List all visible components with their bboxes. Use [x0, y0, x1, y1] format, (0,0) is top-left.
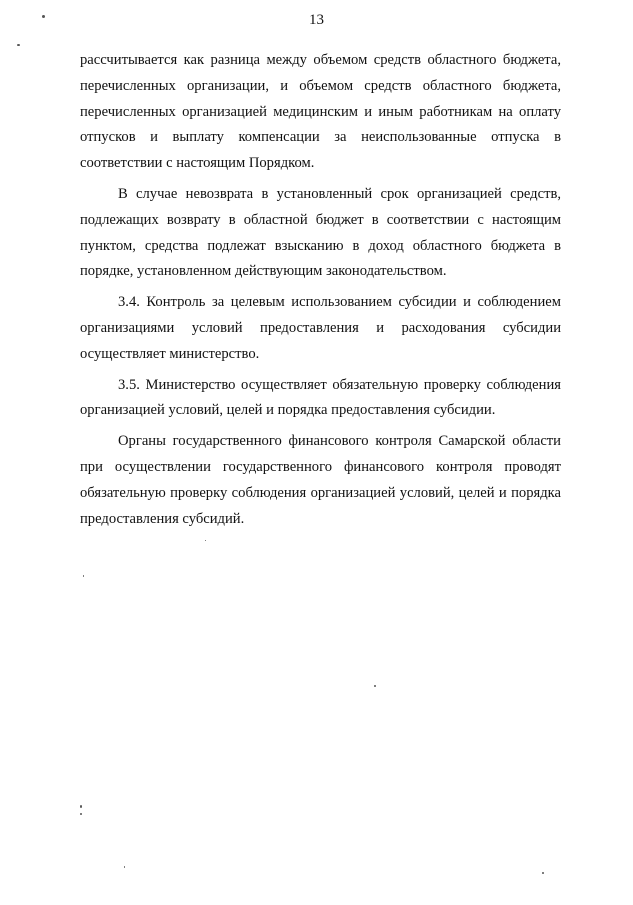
- scan-speck: [42, 15, 45, 18]
- document-body: [80, 48, 561, 532]
- scan-speck: [80, 805, 82, 808]
- paragraph-refund-default: В случае невозврата в установленный срок организацией средств, подлежащих возврату в областной бюджет в соответствии с настоящим пунктом, средства подлежат взысканию в доход областного бюджета в порядке, установленном действующим законодательством.: [80, 185, 561, 280]
- scan-speck: [374, 685, 376, 687]
- scan-speck: [205, 540, 206, 541]
- paragraph-3-5: 3.5. Министерство осуществляет обязательную проверку соблюдения организацией условий, целей и порядка предоставления субсидии.: [80, 376, 561, 419]
- scan-speck: [124, 866, 125, 868]
- paragraph-financial-control: Органы государственного финансового контроля Самарской области при осуществлении государственного финансового контроля проводят обязательную проверку соблюдения организацией условий, целей и порядка предоставления субсидий.: [80, 433, 561, 527]
- scan-speck: [542, 872, 544, 874]
- page-number: 13: [309, 12, 324, 28]
- paragraph-3-4: 3.4. Контроль за целевым использованием субсидии и соблюдением организациями условий предоставления и расходования субсидии осуществляет министерство.: [80, 294, 561, 362]
- scan-speck: [17, 44, 20, 46]
- paragraph-continuation: рассчитывается как разница между объемом средств областного бюджета, перечисленных организации, и объемом средств областного бюджета, перечисленных организацией медицинским и иным работникам на оплату отпусков и выплату компенсации за неиспользованные отпуска в соответствии с настоящим Порядком.: [80, 52, 561, 172]
- scan-speck: [83, 575, 84, 577]
- scan-speck: [80, 813, 82, 815]
